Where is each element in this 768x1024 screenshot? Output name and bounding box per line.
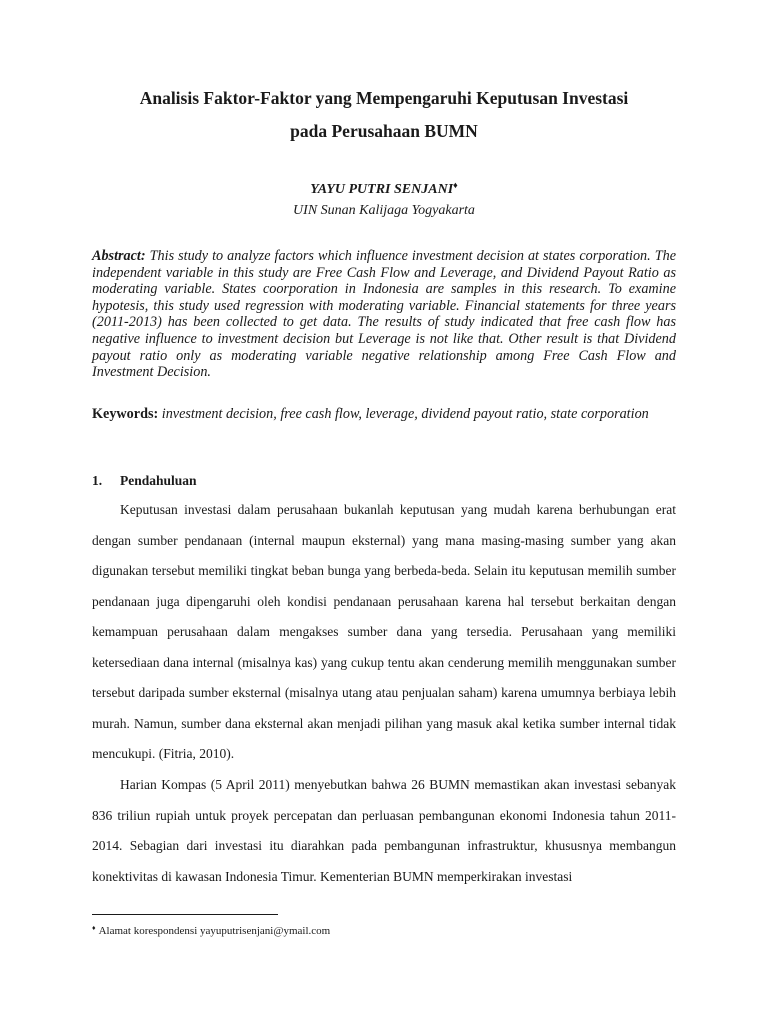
body-paragraph-2: Harian Kompas (5 April 2011) menyebutkan bahwa 26 BUMN memastikan akan investasi sebanyak 836 triliun rupiah untuk proyek percepatan dan perluasan pembangunan ekonomi Indonesia tahun 2011-2014. Sebagian dari investasi itu diarahkan pada pembangunan infrastruktur, khususnya membangun konektivitas di kawasan Indonesia Timur. Kementerian BUMN memperkirakan investasi bbox=[92, 777, 676, 884]
author-name bbox=[0, 176, 768, 199]
author-name-text: YAYU PUTRI SENJANI bbox=[310, 182, 454, 197]
paper-title-line-1: Analisis Faktor-Faktor yang Mempengaruhi Keputusan Investasi bbox=[139, 88, 629, 108]
abstract bbox=[92, 248, 676, 381]
footnote-text: Alamat korespondensi yayuputrisenjani@ymail.com bbox=[98, 925, 331, 937]
author-footnote-mark: ♦ bbox=[453, 180, 458, 190]
body-paragraph-1: Keputusan investasi dalam perusahaan bukanlah keputusan yang mudah karena berhubungan erat dengan sumber pendanaan (internal maupun eksternal) yang mana masing-masing sumber yang akan digunakan tersebut memiliki tingkat beban bunga yang berbeda-beda. Selain itu keputusan memilih sumber pendanaan juga dipengaruhi oleh kondisi pendanaan perusahaan karena hal tersebut berkaitan dengan kemampuan perusahaan dalam mengakses sumber dana yang tersedia. Perusahaan yang memiliki ketersediaan dana internal (misalnya kas) yang cukup tentu akan cenderung memilih menggunakan sumber tersebut daripada sumber eksternal (misalnya utang atau penjualan saham) karena umumnya berbiaya lebih murah. Namun, sumber dana eksternal akan menjadi pilihan yang masuk akal ketika sumber internal tidak mencukupi. (Fitria, 2010). bbox=[92, 502, 676, 761]
footnote-divider bbox=[92, 914, 278, 915]
section-number: 1. bbox=[92, 473, 103, 488]
section-heading bbox=[92, 472, 197, 489]
keywords-text: investment decision, free cash flow, leverage, dividend payout ratio, state corporation bbox=[158, 406, 649, 422]
footnote bbox=[92, 921, 330, 938]
section-title: Pendahuluan bbox=[120, 473, 197, 488]
abstract-text: This study to analyze factors which influence investment decision at states corporation. The independent variable in this study are Free Cash Flow and Leverage, and Dividend Payout Ratio as moderating variable. States coorporation in Indonesia are samples in this research. To examine hypotesis, this study used regression with moderating variable. Financial statements for three years (2011-2013) has been collected to get data. The results of study indicated that free cash flow has negative influence to investment decision but Leverage is not like that. Other result is that Dividend payout ratio only as moderating variable negative relationship among Free Cash Flow and Investment Decision. bbox=[92, 248, 676, 381]
paper-title-line-2: pada Perusahaan BUMN bbox=[290, 121, 478, 141]
footnote-mark: ♦ bbox=[92, 924, 96, 932]
keywords-label: Keywords: bbox=[92, 406, 159, 422]
author-affiliation: UIN Sunan Kalijaga Yogyakarta bbox=[293, 203, 475, 218]
keywords bbox=[92, 406, 676, 423]
abstract-label: Abstract: bbox=[92, 248, 146, 264]
